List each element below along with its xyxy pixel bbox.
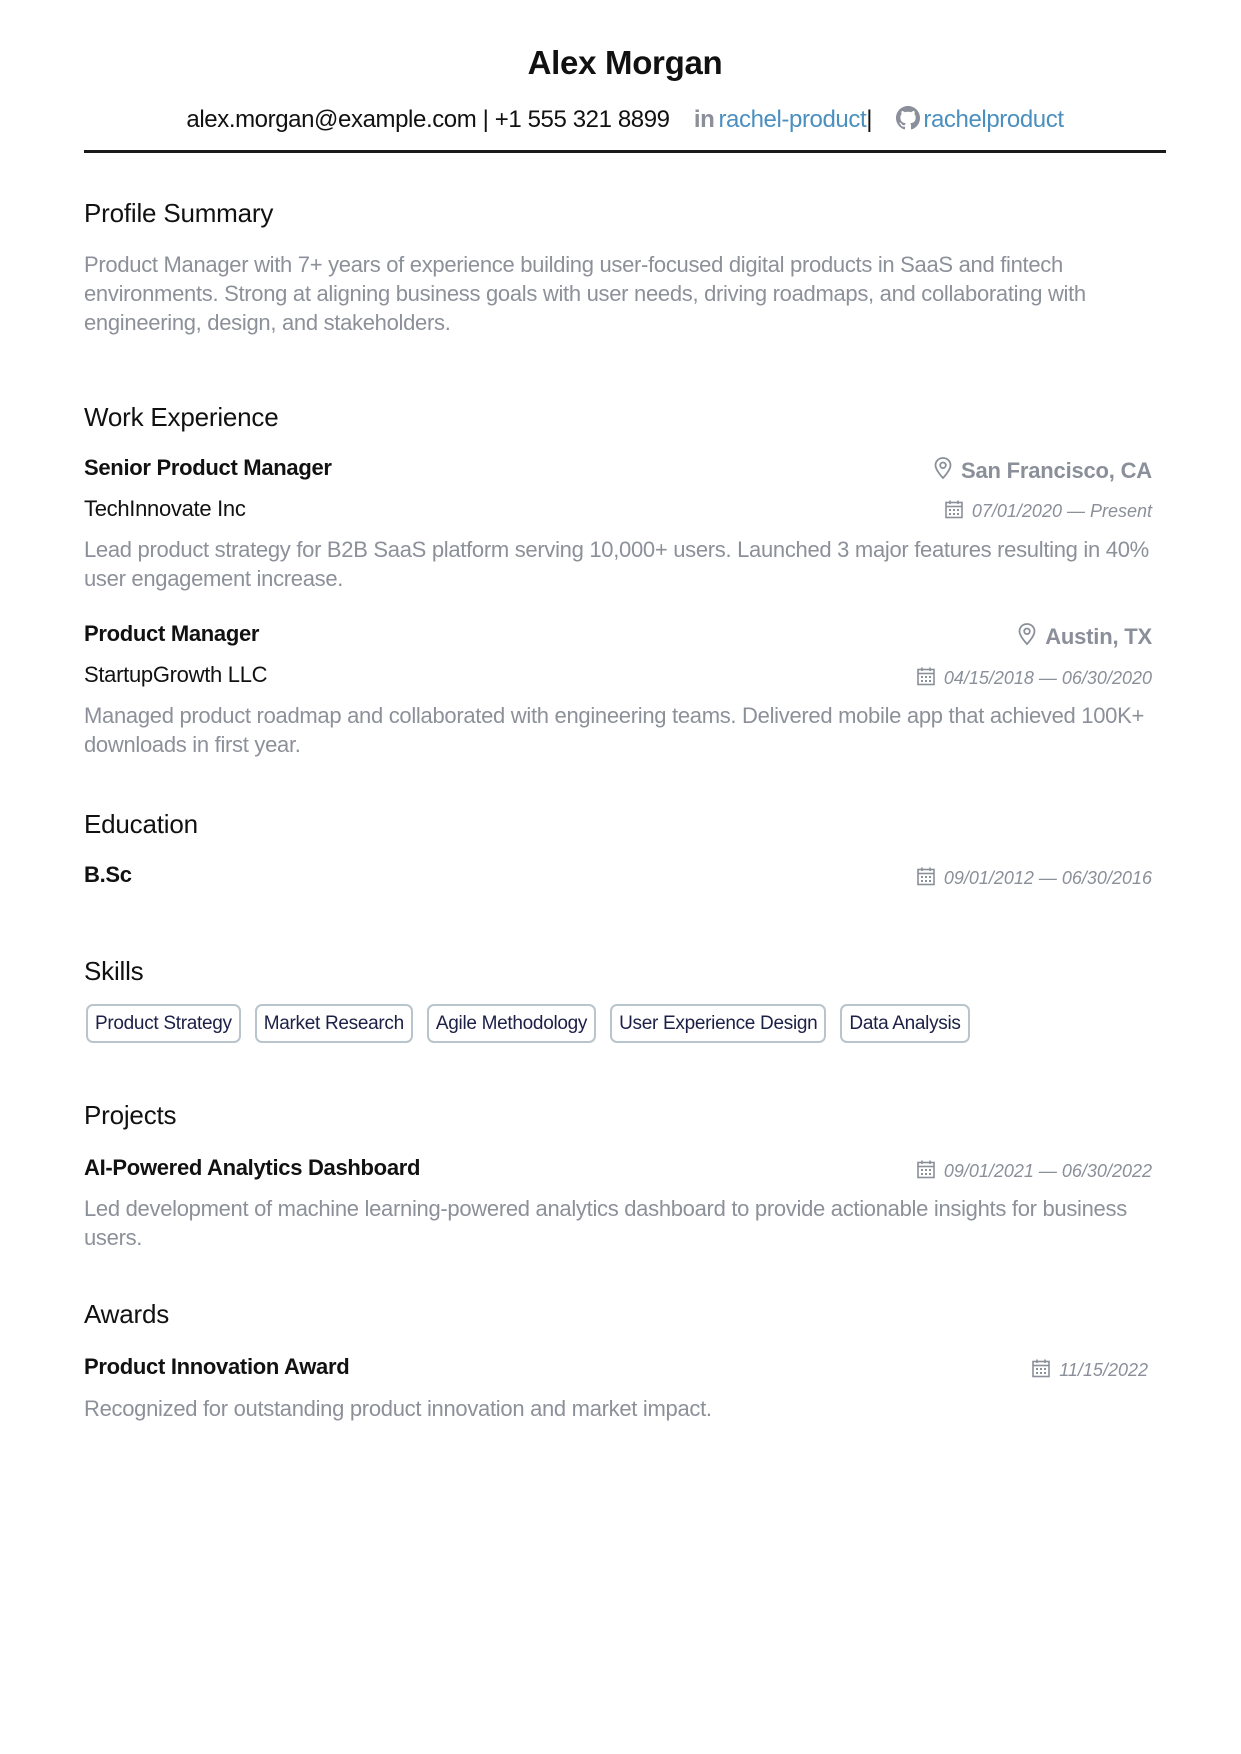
company-name: TechInnovate Inc	[84, 496, 246, 521]
award-description: Recognized for outstanding product innovation and market impact.	[84, 1396, 712, 1421]
job-dates	[944, 499, 1152, 524]
skills-list	[86, 1004, 970, 1043]
degree-name: B.Sc	[84, 862, 132, 887]
email-link[interactable]: alex.morgan@example.com	[186, 106, 477, 133]
section-title-education: Education	[84, 809, 198, 839]
section-title-projects: Projects	[84, 1100, 177, 1130]
job-location	[933, 456, 1152, 485]
phone-number[interactable]: +1 555 321 8899	[494, 106, 670, 133]
award-date	[1031, 1358, 1148, 1383]
date-range: 04/15/2018 — 06/30/2020	[943, 668, 1152, 688]
date-range: 07/01/2020 — Present	[971, 501, 1152, 521]
contact-line	[84, 106, 1166, 137]
award-name: Product Innovation Award	[84, 1354, 350, 1379]
header-divider	[84, 150, 1166, 153]
job-title: Product Manager	[84, 621, 260, 646]
skill-chip: Data Analysis	[840, 1004, 969, 1043]
calendar-icon	[916, 866, 936, 891]
project-description: Led development of machine learning-powered analytics dashboard to provide actionable insights for business users.	[84, 1196, 1127, 1250]
section-title-awards: Awards	[84, 1299, 170, 1329]
date-text: 11/15/2022	[1059, 1360, 1148, 1380]
skill-chip: Agile Methodology	[427, 1004, 596, 1043]
project-dates	[916, 1159, 1152, 1184]
job-description: Lead product strategy for B2B SaaS platform serving 10,000+ users. Launched 3 major features resulting in 40% user engagement increase.	[84, 537, 1149, 591]
skill-chip: Product Strategy	[86, 1004, 241, 1043]
calendar-icon	[916, 1159, 936, 1184]
job-dates	[916, 666, 1152, 691]
location-text: San Francisco, CA	[961, 457, 1152, 483]
calendar-icon	[1031, 1358, 1051, 1383]
company-name: StartupGrowth LLC	[84, 662, 268, 687]
job-title: Senior Product Manager	[84, 455, 332, 480]
project-name: AI-Powered Analytics Dashboard	[84, 1155, 421, 1180]
section-title-work: Work Experience	[84, 402, 279, 432]
separator: |	[866, 106, 873, 133]
github-link[interactable]: rachelproduct	[923, 106, 1064, 133]
section-title-skills: Skills	[84, 956, 144, 986]
section-title-profile: Profile Summary	[84, 198, 274, 228]
location-pin-icon	[933, 456, 953, 485]
candidate-name: Alex Morgan	[527, 44, 723, 81]
calendar-icon	[944, 499, 964, 524]
job-description: Managed product roadmap and collaborated with engineering teams. Delivered mobile app that achieved 100K+ downloads in first year.	[84, 703, 1145, 757]
date-range: 09/01/2021 — 06/30/2022	[943, 1161, 1152, 1181]
calendar-icon	[916, 666, 936, 691]
location-text: Austin, TX	[1045, 623, 1152, 649]
date-range: 09/01/2012 — 06/30/2016	[943, 868, 1152, 888]
skill-chip: Market Research	[255, 1004, 413, 1043]
separator: |	[482, 106, 489, 133]
education-dates	[916, 866, 1152, 891]
profile-summary-text: Product Manager with 7+ years of experience building user-focused digital products in SaaS and fintech environments. Strong at aligning business goals with user needs, driving roadmaps, and collaborating with engineering, design, and stakeholders.	[84, 252, 1086, 335]
job-location	[1017, 622, 1152, 651]
github-icon	[896, 106, 920, 137]
location-pin-icon	[1017, 622, 1037, 651]
linkedin-icon: in	[693, 106, 715, 133]
skill-chip: User Experience Design	[610, 1004, 826, 1043]
linkedin-link[interactable]: rachel-product	[718, 106, 867, 133]
